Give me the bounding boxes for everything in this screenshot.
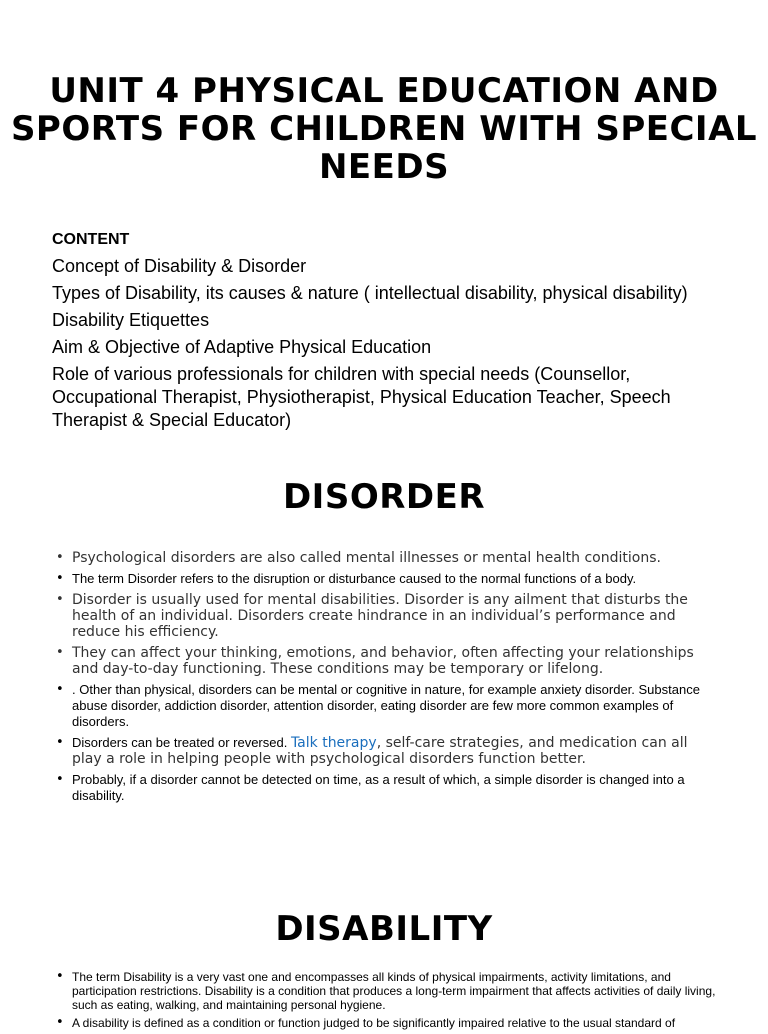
- bullet-item: • The term Disability is a very vast one and encompasses all kinds of physical impairments, activity limitations, and participation restrictions. Disability is a condition that produces a long-term impairment that affects activities of daily living, such as eating, walking, and maintaining personal hygiene.: [56, 970, 716, 1012]
- content-item: Aim & Objective of Adaptive Physical Education: [52, 337, 432, 357]
- disability-bullet-list: [56, 970, 716, 1034]
- slide-title-disability: DISABILITY: [275, 909, 493, 949]
- bullet-item: • . Other than physical, disorders can be mental or cognitive in nature, for example anxiety disorder. Substance abuse disorder, addiction disorder, attention disorder, eating disorder are few more common examples of disorders.: [56, 682, 716, 730]
- bullet-item: • Disorder is usually used for mental disabilities. Disorder is any ailment that disturbs the health of an individual. Disorders create hindrance in an individual’s performance and reduce his efficiency.: [56, 592, 716, 640]
- content-item: Concept of Disability & Disorder: [52, 256, 307, 276]
- bullet-item: • Psychological disorders are also called mental illnesses or mental health conditions.: [56, 550, 716, 566]
- slide-title-unit4: UNIT 4 PHYSICAL EDUCATION AND SPORTS FOR CHILDREN WITH SPECIAL NEEDS: [10, 71, 758, 187]
- bullet-item: • They can affect your thinking, emotions, and behavior, often affecting your relationships and day-to-day functioning. These conditions may be temporary or lifelong.: [56, 645, 716, 677]
- bullet-item-treatment: [56, 735, 716, 767]
- treatment-text: Disorders can be treated or reversed.: [72, 735, 291, 750]
- content-item: Types of Disability, its causes & nature ( intellectual disability, physical disability): [52, 283, 688, 303]
- talk-therapy-link[interactable]: Talk therapy: [290, 735, 377, 751]
- slide-title-disorder: DISORDER: [282, 477, 486, 517]
- bullet-item: • A disability is defined as a condition or function judged to be significantly impaired relative to the usual standard of: [56, 1016, 716, 1030]
- bullet-item: • Probably, if a disorder cannot be detected on time, as a result of which, a simple disorder is changed into a disability.: [56, 772, 716, 804]
- content-list: [52, 255, 732, 436]
- content-item: Role of various professionals for children with special needs (Counsellor, Occupational Therapist, Physiotherapist, Physical Education Teacher, Speech Therapist & Special Educator): [52, 364, 671, 430]
- disorder-bullet-list: [56, 550, 716, 809]
- bullet-item: • The term Disorder refers to the disruption or disturbance caused to the normal functions of a body.: [56, 571, 716, 587]
- content-heading: CONTENT: [52, 231, 130, 248]
- treatment-text-rest: , self-care strategies, and medication can all play a role in helping people with psychological disorders function better.: [72, 735, 688, 767]
- content-item: Disability Etiquettes: [52, 310, 210, 330]
